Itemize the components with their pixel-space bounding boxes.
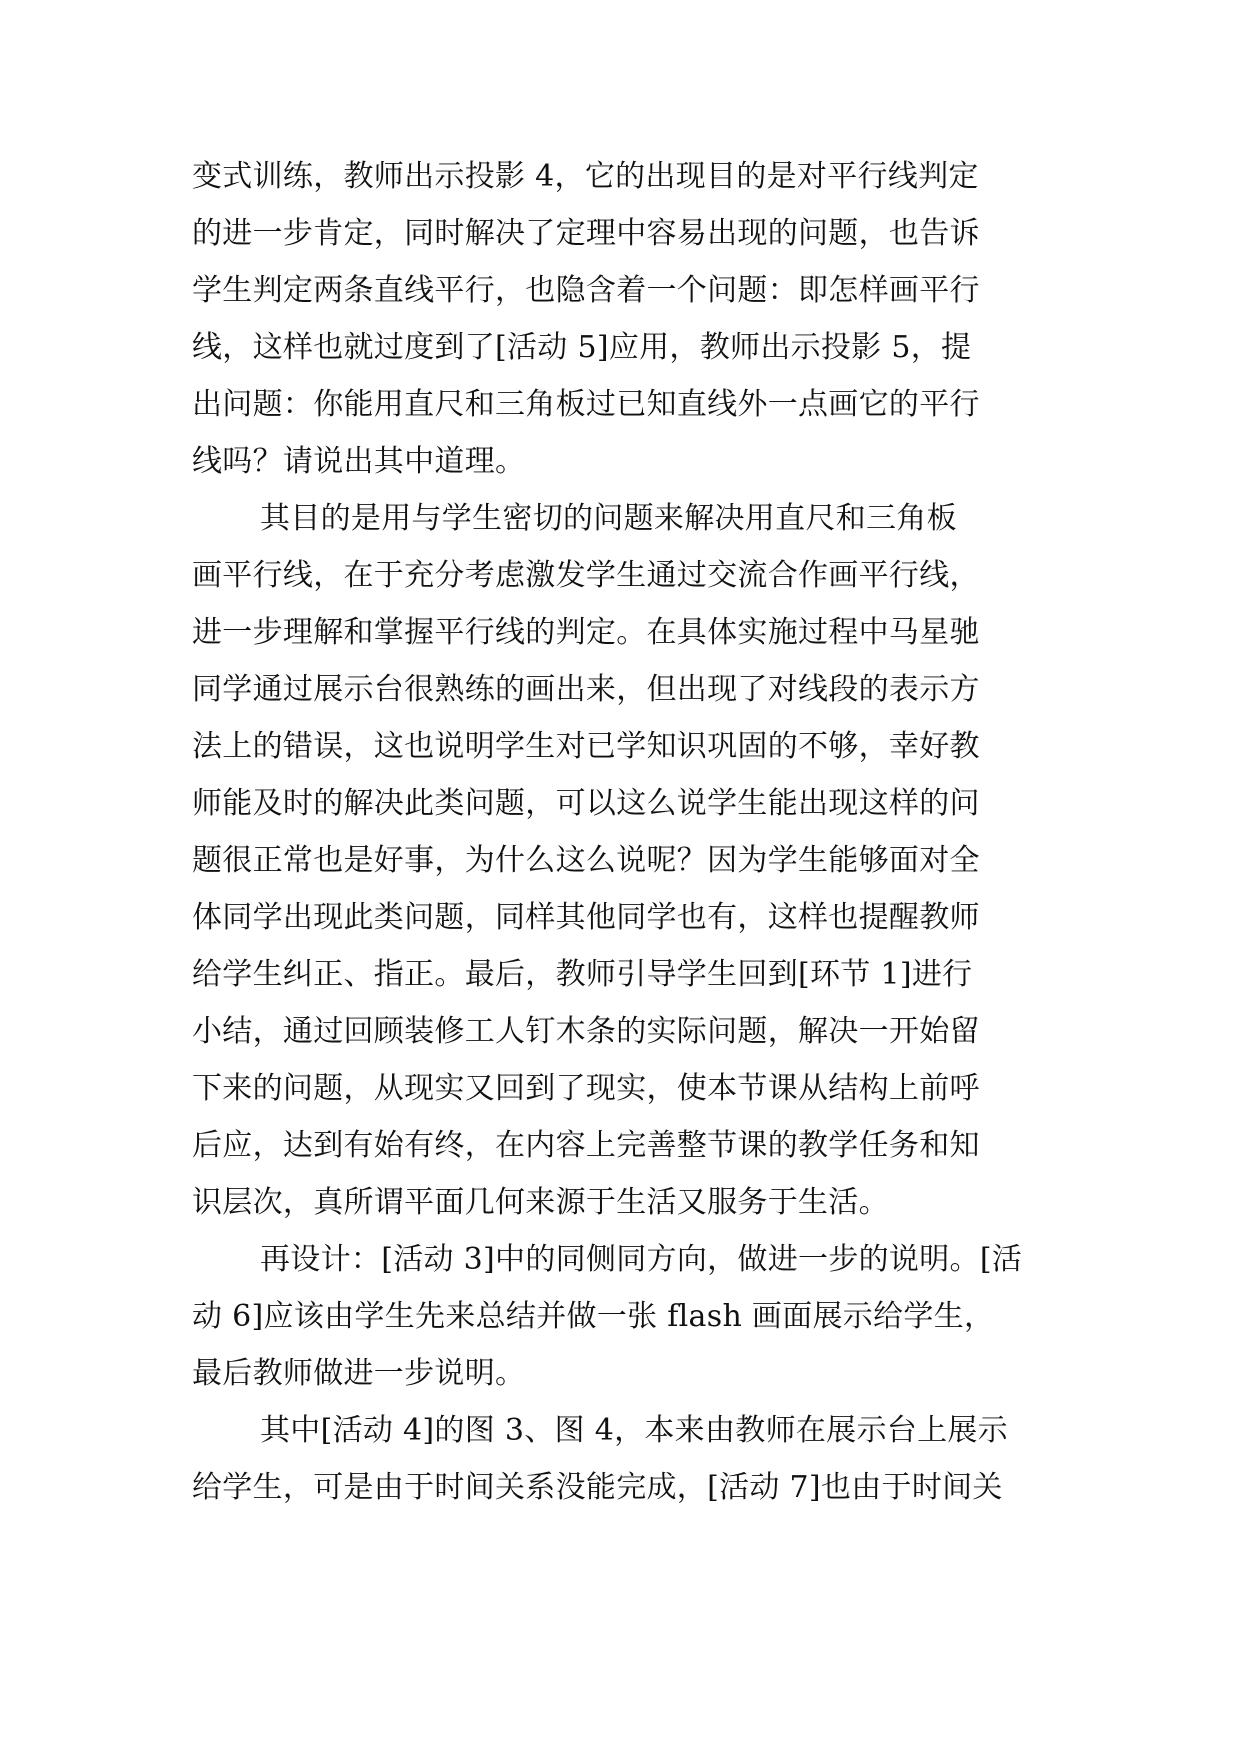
text-line: 动 6]应该由学生先来总结并做一张 flash 画面展示给学生，	[192, 1299, 995, 1334]
text-line: 学生判定两条直线平行，也隐含着一个问题：即怎样画平行	[192, 273, 980, 308]
text-line: 给学生纠正、指正。最后，教师引导学生回到[环节 1]进行	[192, 957, 973, 992]
text-line: 最后教师做进一步说明。	[192, 1356, 526, 1391]
text-line: 画平行线，在于充分考虑激发学生通过交流合作画平行线，	[192, 558, 980, 593]
text-line: 的进一步肯定，同时解决了定理中容易出现的问题，也告诉	[192, 216, 980, 251]
text-line: 进一步理解和掌握平行线的判定。在具体实施过程中马星驰	[192, 615, 980, 650]
text-line: 再设计：[活动 3]中的同侧同方向，做进一步的说明。[活	[260, 1242, 1023, 1277]
text-line: 体同学出现此类问题，同样其他同学也有，这样也提醒教师	[192, 900, 980, 935]
text-line: 线吗？请说出其中道理。	[192, 444, 526, 479]
text-line: 法上的错误，这也说明学生对已学知识巩固的不够，幸好教	[192, 729, 980, 764]
text-line: 线，这样也就过度到了[活动 5]应用，教师出示投影 5，提	[192, 330, 972, 365]
text-line: 给学生，可是由于时间关系没能完成，[活动 7]也由于时间关	[192, 1470, 1003, 1505]
text-line: 识层次，真所谓平面几何来源于生活又服务于生活。	[192, 1185, 889, 1220]
text-line: 小结，通过回顾装修工人钉木条的实际问题，解决一开始留	[192, 1014, 980, 1049]
text-line: 同学通过展示台很熟练的画出来，但出现了对线段的表示方	[192, 672, 980, 707]
text-line: 师能及时的解决此类问题，可以这么说学生能出现这样的问	[192, 786, 980, 821]
text-line: 变式训练，教师出示投影 4，它的出现目的是对平行线判定	[192, 159, 979, 194]
text-line: 其目的是用与学生密切的问题来解决用直尺和三角板	[260, 501, 957, 536]
text-line: 题很正常也是好事，为什么这么说呢？因为学生能够面对全	[192, 843, 980, 878]
text-line: 后应，达到有始有终，在内容上完善整节课的教学任务和知	[192, 1128, 980, 1163]
text-line: 出问题：你能用直尺和三角板过已知直线外一点画它的平行	[192, 387, 980, 422]
text-line: 下来的问题，从现实又回到了现实，使本节课从结构上前呼	[192, 1071, 980, 1106]
text-line: 其中[活动 4]的图 3、图 4，本来由教师在展示台上展示	[260, 1413, 1008, 1448]
